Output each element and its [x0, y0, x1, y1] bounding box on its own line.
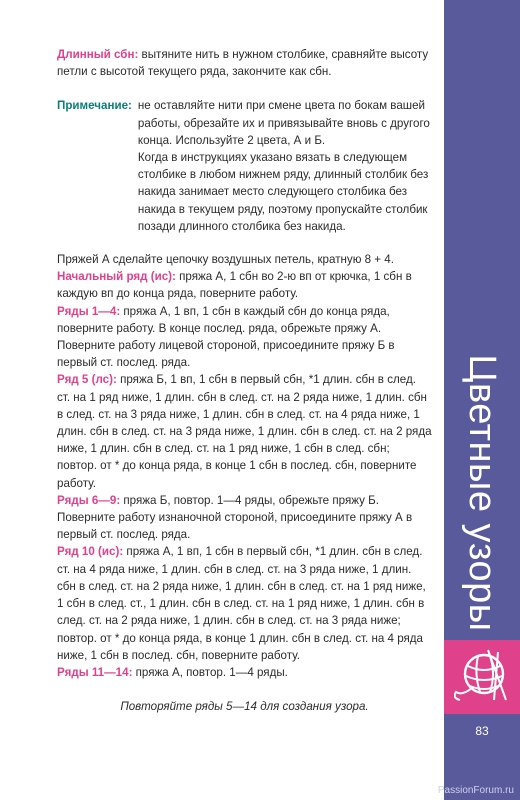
row-text: пряжа Б, повтор. 1—4 ряды, обрежьте пряжу Б. Поверните работу изнаночной стороной, присоедините пряжу А в первый ст. послед. ряда.: [57, 493, 413, 542]
note-block: [57, 97, 432, 235]
instruction-row: [57, 371, 432, 491]
repeat-note: Повторяйте ряды 5—14 для создания узора.: [120, 700, 369, 714]
long-sbn-definition: [57, 46, 432, 80]
icon-box: [444, 640, 520, 714]
row-label: Ряд 10 (ис):: [57, 545, 124, 559]
instruction-row: [57, 303, 432, 372]
note-body: [138, 97, 432, 235]
chapter-sidebar: [444, 0, 520, 800]
row-label: Ряды 6—9:: [57, 493, 121, 507]
page-content: [57, 46, 432, 715]
row-text: пряжа Б, 1 вп, 1 сбн в первый сбн, *1 длин. сбн в след. ст. на 1 ряд ниже, 1 длин. сбн в след. ст. на 2 ряда ниже, 1 длин. сбн в след. ст. на 3 ряда ниже, 1 длин. сбн в след. ст. на 4 ряда ниже, 1 длин. сбн в след. ст. на 3 ряда ниже, 1 длин. сбн в след. ст. на 2 ряда ниже, 1 длин. сбн в след. ст. на 1 ряд ниже, 1 сбн в след. сбн; повтор. от * до конца ряда, в конце 1 сбн в послед. сбн, поверните работу.: [57, 373, 432, 490]
watermark: PassionForum.ru: [437, 785, 514, 796]
row-text: пряжа А, 1 вп, 1 сбн в первый сбн, *1 длин. сбн в след. ст. на 4 ряда ниже, 1 длин. сбн в след. ст. на 3 ряда ниже, 1 длин. сбн в след. ст. на 2 ряда ниже, 1 длин. сбн в след. ст. на 1 ряд ниже, 1 сбн в след. ст., 1 длин. сбн в след. ст. на 1 ряд ниже, 1 длин. сбн в след. ст. на 2 ряда ниже, 1 длин. сбн в след. ст. на 3 ряда ниже; повтор. от * до конца ряда, в конце 1 длин. сбн в след. ст. на 4 ряда ниже, 1 сбн в послед. сбн, поверните работу.: [57, 545, 426, 662]
row-label: Ряды 1—4:: [57, 304, 121, 318]
note-paragraph: Когда в инструкциях указано вязать в следующем столбике в любом нижнем ряду, длинный столбик без накида занимает место следующего столбика без накида в текущем ряду, поэтому пропускайте столбик позади длинного столбика без накида.: [137, 151, 429, 233]
note-paragraph: не оставляйте нити при смене цвета по бокам вашей работы, обрезайте их и привязывайте вновь с другого конца. Используйте 2 цвета, А и Б.: [137, 99, 430, 147]
note-label: Примечание:: [57, 99, 132, 113]
instruction-row: [57, 543, 432, 663]
row-text: пряжа А, повтор. 1—4 ряды.: [132, 665, 288, 679]
page-number: 83: [475, 724, 489, 738]
long-sbn-label: Длинный сбн:: [57, 48, 139, 61]
row-label: Ряды 11—14:: [57, 665, 133, 679]
long-sbn-text: вытяните нить в нужном столбике, сравняйте высоту петли с высотой текущего ряда, закончите как сбн.: [57, 48, 429, 79]
instruction-row: [57, 664, 432, 681]
instruction-row: [57, 251, 432, 268]
row-label: Ряд 5 (лс):: [57, 373, 117, 387]
instruction-row: [57, 492, 432, 544]
row-label: Начальный ряд (ис):: [57, 270, 176, 284]
row-text: пряжа А, 1 вп, 1 сбн в каждый сбн до конца ряда, поверните работу. В конце послед. ряда, обрежьте пряжу А. Поверните работу лицевой стороной, присоедините пряжу Б в первый ст. послед. ряда.: [57, 304, 395, 370]
row-text: Пряжей А сделайте цепочку воздушных петель, кратную 8 + 4.: [57, 253, 394, 267]
yarn-ball-icon: [454, 648, 510, 704]
instructions: [57, 251, 432, 681]
row-text: пряжа А, 1 сбн во 2-ю вп от крючка, 1 сбн в каждую вп до конца ряда, поверните работу.: [57, 270, 412, 301]
chapter-title: Цветные узоры: [461, 354, 503, 632]
instruction-row: [57, 268, 432, 302]
